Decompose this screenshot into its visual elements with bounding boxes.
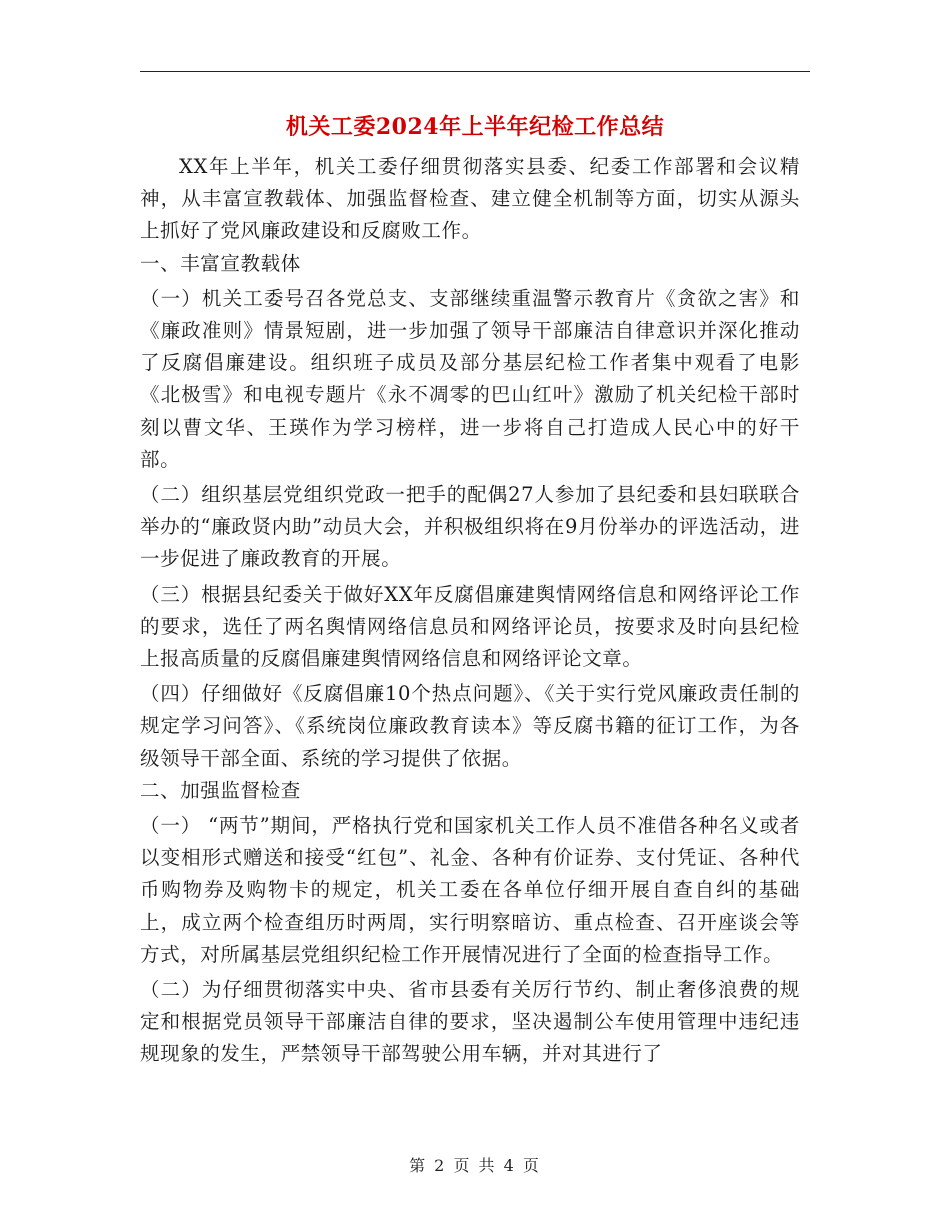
paragraph-2-1: （一） “两节”期间，严格执行党和国家机关工作人员不准借各种名义或者以变相形式赠送和接受“红包”、礼金、各种有价证券、支付凭证、各种代币购物券及购物卡的规定，机关工委在各单位仔细开展自查自纠的基础上，成立两个检查组历时两周，实行明察暗访、重点检查、召开座谈会等方式，对所属基层党组织纪检工作开展情况进行了全面的检查指导工作。: [140, 814, 800, 966]
document-title: 机关工委2024年上半年纪检工作总结: [285, 114, 665, 140]
paragraph-1-3: （三）根据县纪委关于做好XX年反腐倡廉建舆情网络信息和网络评论工作的要求，选任了两名舆情网络信息员和网络评论员，按要求及时向县纪检上报高质量的反腐倡廉建舆情网络信息和网络评论文章。: [140, 582, 800, 671]
paragraph-1-1: （一）机关工委号召各党总支、支部继续重温警示教育片《贪欲之害》和《廉政准则》情景短剧，进一步加强了领导干部廉洁自律意识并深化推动了反腐倡廉建设。组织班子成员及部分基层纪检工作者集中观看了电影《北极雪》和电视专题片《永不凋零的巴山红叶》激励了机关纪检干部时刻以曹文华、王瑛作为学习榜样，进一步将自己打造成人民心中的好干部。: [140, 286, 800, 471]
section-heading-2: 二、加强监督检查: [140, 778, 301, 802]
section-heading-1: 一、丰富宣教载体: [140, 251, 301, 275]
intro-paragraph: XX年上半年，机关工委仔细贯彻落实县委、纪委工作部署和会议精神，从丰富宣教载体、加强监督检查、建立健全机制等方面，切实从源头上抓好了党风廉政建设和反腐败工作。: [140, 155, 800, 243]
paragraph-2-2: （二）为仔细贯彻落实中央、省市县委有关厉行节约、制止奢侈浪费的规定和根据党员领导干部廉洁自律的要求，坚决遏制公车使用管理中违纪违规现象的发生，严禁领导干部驾驶公用车辆，并对其进行了: [140, 978, 800, 1066]
page-number-footer: 第 2 页 共 4 页: [409, 1156, 541, 1175]
paragraph-1-2: （二）组织基层党组织党政一把手的配偶27人参加了县纪委和县妇联联合举办的“廉政贤内助”动员大会，并积极组织将在9月份举办的评选活动，进一步促进了廉政教育的开展。: [140, 483, 800, 571]
paragraph-1-4: （四）仔细做好《反腐倡廉10个热点问题》、《关于实行党风廉政责任制的规定学习问答》、《系统岗位廉政教育读本》等反腐书籍的征订工作，为各级领导干部全面、系统的学习提供了依据。: [140, 682, 800, 770]
header-rule: [140, 71, 810, 72]
document-body: [140, 151, 800, 1071]
